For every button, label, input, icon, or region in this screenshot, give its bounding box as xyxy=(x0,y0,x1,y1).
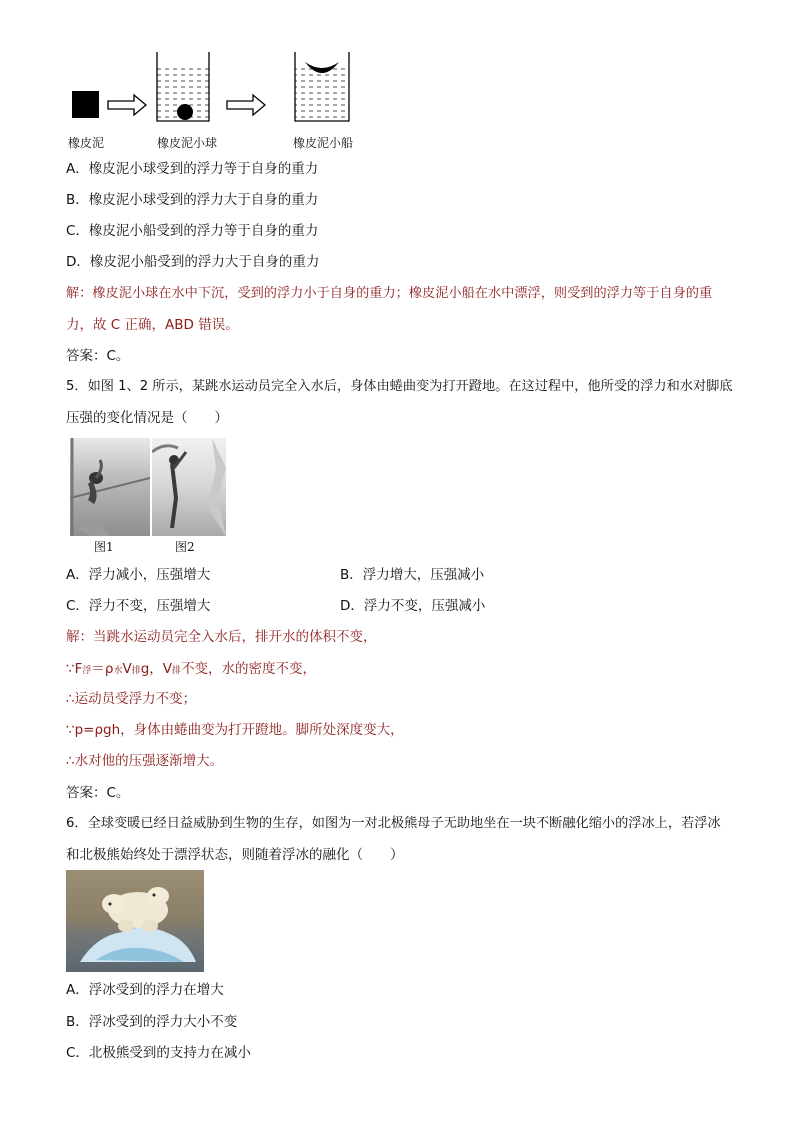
diver-curled-figure xyxy=(70,438,150,536)
caption-clay: 橡皮泥 xyxy=(68,136,105,150)
fig2-label: 图2 xyxy=(175,540,195,554)
q6-stem-line2: 和北极熊始终处于漂浮状态，则随着浮冰的融化（ ） xyxy=(66,847,404,863)
caption-clay-ball: 橡皮泥小球 xyxy=(157,136,218,150)
q5-stem-line2: 压强的变化情况是（ ） xyxy=(66,410,228,426)
clay-ball xyxy=(177,104,193,120)
arrow-right-icon xyxy=(227,95,265,115)
q4-option-a: A．橡皮泥小球受到的浮力等于自身的重力 xyxy=(66,161,319,177)
fig1-label: 图1 xyxy=(94,540,114,554)
q4-option-b: B．橡皮泥小球受到的浮力大于自身的重力 xyxy=(66,192,319,208)
caption-clay-boat: 橡皮泥小船 xyxy=(293,136,354,150)
arrow-right-icon xyxy=(108,95,146,115)
q5-option-b: B．浮力增大，压强减小 xyxy=(340,567,485,583)
q6-option-c: C．北极熊受到的支持力在减小 xyxy=(66,1045,251,1061)
q5-solution-line4: ∵p=ρgh，身体由蜷曲变为打开蹬地。脚所处深度变大， xyxy=(66,722,404,738)
q6-stem-line1: 6．全球变暖已经日益威胁到生物的生存，如图为一对北极熊母子无助地坐在一块不断融化缩小的浮冰上，若浮冰 xyxy=(66,816,721,831)
q5-option-d: D．浮力不变，压强减小 xyxy=(340,598,486,614)
q5-solution-line1: 解：当跳水运动员完全入水后，排开水的体积不变， xyxy=(66,629,377,645)
q4-answer: 答案：C。 xyxy=(66,348,130,364)
q5-stem-line1: 5．如图 1、2 所示，某跳水运动员完全入水后，身体由蜷曲变为打开蹬地。在这过程中，他所受的浮力和水对脚底 xyxy=(66,379,733,394)
q5-option-c: C．浮力不变，压强增大 xyxy=(66,598,211,614)
q5-solution-line5: ∴水对他的压强逐渐增大。 xyxy=(66,753,224,769)
diver-photo-1 xyxy=(70,438,150,536)
q5-solution-line3: ∴运动员受浮力不变； xyxy=(66,691,197,707)
q6-option-b: B．浮冰受到的浮力大小不变 xyxy=(66,1014,238,1030)
q4-solution-line2: 力，故 C 正确，ABD 错误。 xyxy=(66,317,239,333)
diver-photo-2 xyxy=(152,438,226,536)
q5-answer: 答案：C。 xyxy=(66,785,130,801)
q4-option-c: C．橡皮泥小船受到的浮力等于自身的重力 xyxy=(66,223,319,239)
beaker-with-boat xyxy=(295,52,349,121)
q4-option-d: D．橡皮泥小船受到的浮力大于自身的重力 xyxy=(66,254,320,270)
q5-option-a: A．浮力减小，压强增大 xyxy=(66,567,211,583)
q4-solution-line1: 解：橡皮泥小球在水中下沉，受到的浮力小于自身的重力；橡皮泥小船在水中漂浮，则受到的浮力等于自身的重 xyxy=(66,286,713,301)
q6-option-a: A．浮冰受到的浮力在增大 xyxy=(66,982,224,998)
clay-block xyxy=(72,91,99,118)
q5-solution-line2: ∵F浮＝ρ水V排g，V排不变，水的密度不变， xyxy=(66,661,317,677)
clay-experiment-figure xyxy=(60,48,370,128)
beaker-with-ball xyxy=(157,52,209,121)
polar-bear-photo xyxy=(66,870,204,972)
polar-bear-on-ice xyxy=(66,870,204,972)
diver-extended-figure xyxy=(152,438,226,536)
